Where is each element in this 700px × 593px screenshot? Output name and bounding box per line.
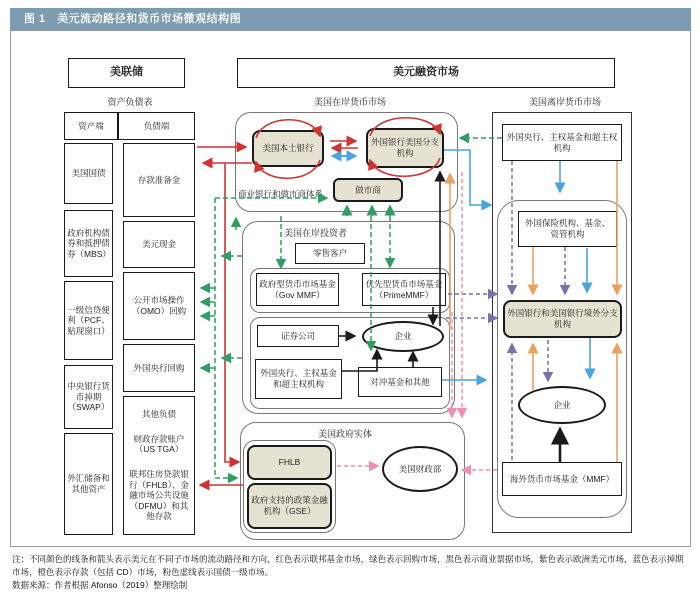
foreign-insurance-funds-box: 外国保险机构、基金、资管机构 (518, 211, 617, 247)
asset-fx-reserves: 外汇储备和其他资产 (64, 433, 113, 535)
us-domestic-bank-box: 美国本土银行 (252, 130, 324, 167)
liability-reserves: 存款准备金 (123, 143, 195, 217)
gov-mmf-box: 政府型货币市场基金（Gov MMF） (256, 273, 339, 306)
us-treasury-ellipse: 美国财政部 (382, 446, 458, 492)
data-source-note: 数据来源：作者根据 Afonso（2019）整理绘制 (12, 580, 188, 591)
securities-firm-box: 证券公司 (257, 325, 339, 347)
liability-fhlb-dfmu-deposits: 联邦住房贷款银行（FHLB）、金融市场公共设施（DFMU）和其他存款 (129, 468, 189, 522)
funding-market-box: 美元融资市场 (237, 58, 615, 88)
asset-cb-swap: 中央银行货币掉期（SWAP） (64, 365, 113, 429)
overseas-branches-box: 外国银行和美国银行境外分支机构 (503, 300, 622, 338)
footnotes (12, 553, 690, 593)
fhlb-box: FHLB (247, 445, 332, 480)
liability-foreign-cb-repo: 外国央行回购 (123, 344, 195, 392)
liability-omo-repo: 公开市场操作（OMO）回购 (123, 272, 195, 340)
foreign-bank-us-branch-box: 外国银行美国分支机构 (366, 128, 444, 168)
asset-agency-mbs: 政府机构债券和抵押债券（MBS） (64, 210, 113, 277)
market-maker-box: 做市商 (333, 178, 403, 202)
asset-column-header: 资产端 (64, 112, 118, 140)
fed-box: 美联储 (68, 58, 185, 88)
asset-pcf-discount-window: 一级信贷便利（PCF、贴现窗口） (64, 281, 113, 360)
gov-entities-label: 美国政府实体 (318, 429, 373, 439)
offshore-enterprise-ellipse: 企业 (518, 386, 606, 424)
asset-us-treasuries: 美国国债 (64, 143, 113, 204)
liability-tga: 财政存款账户（US TGA） (133, 433, 185, 455)
gse-box: 政府支持的政策金融机构（GSE） (247, 483, 332, 529)
bank-dealer-label: 商业银行和做市商体系 (238, 189, 324, 199)
color-legend-note: 注：不同颜色的线条和箭头表示美元在不同子市场的流动路径和方向，红色表示联邦基金市场，绿色表示回购市场，黑色表示商业票据市场，紫色表示欧洲美元市场，蓝色表示掉期市场，橙色表示存款（包括 CD）市场，粉色虚线表示国债一级市场。 (12, 554, 684, 578)
liability-column-header: 负债端 (118, 112, 195, 140)
liability-usd-cash: 美元现金 (123, 221, 195, 268)
overseas-mmf-box: 海外货币市场基金（MMF） (502, 462, 622, 496)
offshore-market-label: 美国离岸货币市场 (528, 97, 601, 107)
onshore-enterprise-ellipse: 企业 (362, 321, 444, 352)
onshore-market-label: 美国在岸货币市场 (313, 97, 386, 107)
liability-other-group (123, 396, 195, 535)
prime-mmf-box: 优先型货币市场基金（PrimeMMF） (362, 273, 446, 306)
onshore-investors-label: 美国在岸投资者 (284, 228, 348, 238)
retail-clients-box: 零售客户 (295, 243, 365, 264)
onshore-foreign-cb-sov-box: 外国央行、主权基金和超主权机构 (255, 359, 342, 399)
liability-other: 其他负债 (141, 409, 176, 419)
offshore-foreign-cb-sov-box: 外国央行、主权基金和超主权机构 (502, 124, 622, 161)
figure-title: 图 1 美元流动路径和货币市场微观结构图 (10, 8, 691, 30)
hedge-funds-box: 对冲基金和其他 (358, 367, 442, 397)
balance-sheet-label: 资产负债表 (107, 97, 153, 107)
